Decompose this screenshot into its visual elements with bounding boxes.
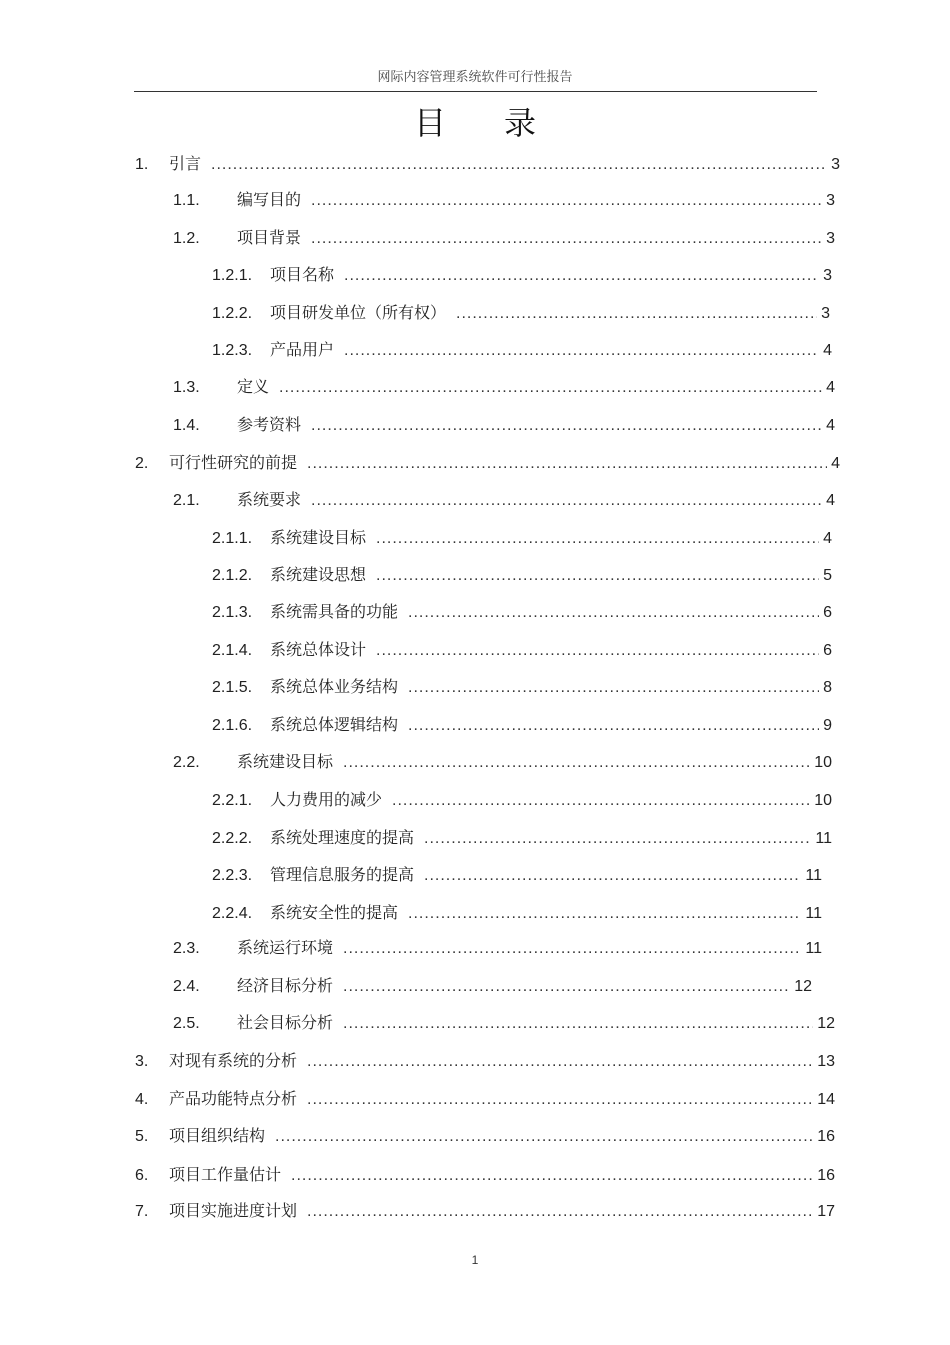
toc-entry-number: 2.4. bbox=[173, 978, 200, 995]
toc-entry[interactable] bbox=[212, 712, 832, 736]
toc-entry-label: 定义 bbox=[237, 377, 270, 396]
toc-entry[interactable] bbox=[135, 151, 840, 175]
toc-dot-leader bbox=[344, 267, 819, 285]
toc-entry-page: 16 bbox=[817, 1128, 835, 1145]
toc-entry-page: 3 bbox=[821, 305, 830, 322]
toc-entry-label: 项目背景 bbox=[237, 228, 302, 247]
toc-entry-label: 可行性研究的前提 bbox=[169, 453, 298, 472]
toc-entry[interactable] bbox=[173, 412, 835, 436]
toc-dot-leader bbox=[311, 192, 822, 210]
toc-dot-leader bbox=[456, 305, 817, 323]
toc-entry-page: 10 bbox=[814, 754, 832, 771]
toc-dot-leader bbox=[424, 867, 801, 885]
toc-entry-label: 系统总体设计 bbox=[270, 640, 367, 659]
toc-entry-number: 2.1.1. bbox=[212, 530, 253, 547]
toc-entry[interactable] bbox=[173, 1010, 835, 1034]
toc-entry-page: 4 bbox=[826, 379, 835, 396]
toc-dot-leader bbox=[307, 1203, 813, 1221]
toc-entry[interactable] bbox=[135, 1162, 835, 1186]
toc-entry[interactable] bbox=[135, 1086, 835, 1110]
toc-entry[interactable] bbox=[212, 862, 822, 886]
toc-entry-number: 2.1.3. bbox=[212, 604, 253, 621]
toc-entry-label: 系统要求 bbox=[237, 490, 302, 509]
toc-dot-leader bbox=[307, 1053, 813, 1071]
toc-entry[interactable] bbox=[212, 525, 832, 549]
toc-entry-label: 系统处理速度的提高 bbox=[270, 828, 415, 847]
toc-entry-number: 2.1.2. bbox=[212, 567, 253, 584]
toc-dot-leader bbox=[275, 1128, 813, 1146]
toc-entry-label: 系统总体逻辑结构 bbox=[270, 715, 399, 734]
toc-entry[interactable] bbox=[173, 935, 822, 959]
toc-entry[interactable] bbox=[173, 225, 835, 249]
toc-entry-page: 3 bbox=[826, 230, 835, 247]
toc-entry-label: 产品用户 bbox=[270, 340, 335, 359]
toc-dot-leader bbox=[344, 342, 819, 360]
toc-entry-number: 2.5. bbox=[173, 1015, 200, 1032]
toc-dot-leader bbox=[376, 530, 819, 548]
toc-entry-number: 6. bbox=[135, 1167, 149, 1184]
header-rule bbox=[134, 91, 817, 92]
toc-entry[interactable] bbox=[173, 187, 835, 211]
toc-entry-number: 2.2.4. bbox=[212, 905, 253, 922]
toc-entry[interactable] bbox=[173, 487, 835, 511]
toc-entry-number: 1.3. bbox=[173, 379, 200, 396]
toc-dot-leader bbox=[424, 830, 811, 848]
toc-entry-page: 9 bbox=[823, 717, 832, 734]
toc-entry[interactable] bbox=[212, 825, 832, 849]
toc-entry-page: 12 bbox=[794, 978, 812, 995]
toc-entry-page: 6 bbox=[823, 604, 832, 621]
toc-dot-leader bbox=[343, 754, 810, 772]
toc-entry-label: 社会目标分析 bbox=[237, 1013, 334, 1032]
toc-entry[interactable] bbox=[212, 674, 832, 698]
toc-entry-label: 参考资料 bbox=[237, 415, 302, 434]
toc-entry-label: 项目工作量估计 bbox=[169, 1165, 282, 1184]
toc-entry-number: 4. bbox=[135, 1091, 149, 1108]
toc-entry[interactable] bbox=[173, 749, 832, 773]
toc-dot-leader bbox=[291, 1167, 813, 1185]
toc-entry-label: 项目实施进度计划 bbox=[169, 1201, 298, 1220]
toc-entry-label: 项目研发单位（所有权） bbox=[270, 303, 447, 322]
toc-entry-number: 1.1. bbox=[173, 192, 200, 209]
toc-title-char-1: 目 bbox=[413, 104, 446, 142]
toc-entry-number: 7. bbox=[135, 1203, 149, 1220]
toc-entry-number: 2.2.3. bbox=[212, 867, 253, 884]
toc-entry-label: 系统建设思想 bbox=[270, 565, 367, 584]
toc-entry-page: 3 bbox=[826, 192, 835, 209]
toc-entry-number: 1.2.1. bbox=[212, 267, 253, 284]
toc-entry-page: 3 bbox=[823, 267, 832, 284]
toc-entry-number: 2.2.1. bbox=[212, 792, 253, 809]
toc-entry-page: 4 bbox=[823, 342, 832, 359]
toc-entry-number: 3. bbox=[135, 1053, 149, 1070]
toc-entry-number: 2.2. bbox=[173, 754, 200, 771]
toc-entry-number: 2.1.6. bbox=[212, 717, 253, 734]
toc-entry-label: 系统运行环境 bbox=[237, 938, 334, 957]
toc-entry-number: 1.2.2. bbox=[212, 305, 253, 322]
toc-dot-leader bbox=[343, 978, 790, 996]
toc-dot-leader bbox=[307, 455, 827, 473]
toc-entry-number: 1. bbox=[135, 156, 149, 173]
toc-entry-page: 8 bbox=[823, 679, 832, 696]
toc-entry-number: 1.4. bbox=[173, 417, 200, 434]
toc-entry[interactable] bbox=[212, 262, 832, 286]
toc-dot-leader bbox=[307, 1091, 813, 1109]
toc-entry[interactable] bbox=[135, 1123, 835, 1147]
toc-entry-number: 1.2. bbox=[173, 230, 200, 247]
toc-entry-page: 13 bbox=[817, 1053, 835, 1070]
toc-entry-label: 对现有系统的分析 bbox=[169, 1051, 298, 1070]
toc-entry[interactable] bbox=[212, 637, 832, 661]
toc-entry-page: 12 bbox=[817, 1015, 835, 1032]
toc-dot-leader bbox=[279, 379, 822, 397]
toc-entry-number: 2.2.2. bbox=[212, 830, 253, 847]
toc-entry-label: 系统安全性的提高 bbox=[270, 903, 399, 922]
toc-entry-page: 11 bbox=[805, 940, 822, 957]
running-header: 网际内容管理系统软件可行性报告 bbox=[377, 70, 573, 85]
toc-entry-label: 系统总体业务结构 bbox=[270, 677, 399, 696]
toc-entry-label: 经济目标分析 bbox=[237, 976, 334, 995]
toc-dot-leader bbox=[343, 940, 801, 958]
toc-entry-label: 系统建设目标 bbox=[270, 528, 367, 547]
toc-entry-number: 1.2.3. bbox=[212, 342, 253, 359]
toc-entry-label: 项目名称 bbox=[270, 265, 335, 284]
toc-entry-page: 5 bbox=[823, 567, 832, 584]
toc-entry[interactable] bbox=[212, 300, 830, 324]
toc-entry-number: 2.3. bbox=[173, 940, 200, 957]
toc-entry-label: 人力费用的减少 bbox=[270, 790, 383, 809]
toc-title bbox=[0, 98, 950, 144]
toc-entry-number: 2.1.5. bbox=[212, 679, 253, 696]
toc-entry-page: 16 bbox=[817, 1167, 835, 1184]
toc-entry-label: 引言 bbox=[169, 154, 202, 173]
toc-entry-page: 4 bbox=[823, 530, 832, 547]
toc-entry-page: 17 bbox=[817, 1203, 835, 1220]
toc-entry[interactable] bbox=[212, 599, 832, 623]
toc-entry-label: 系统建设目标 bbox=[237, 752, 334, 771]
toc-dot-leader bbox=[392, 792, 810, 810]
toc-entry-number: 2.1. bbox=[173, 492, 200, 509]
toc-entry[interactable] bbox=[212, 337, 832, 361]
toc-entry[interactable] bbox=[212, 562, 832, 586]
toc-entry[interactable] bbox=[135, 1048, 835, 1072]
toc-entry[interactable] bbox=[212, 787, 832, 811]
toc-entry-page: 4 bbox=[826, 492, 835, 509]
toc-entry-page: 11 bbox=[805, 867, 822, 884]
toc-dot-leader bbox=[408, 604, 819, 622]
toc-entry[interactable] bbox=[173, 973, 812, 997]
toc-entry-page: 4 bbox=[826, 417, 835, 434]
toc-entry-page: 10 bbox=[814, 792, 832, 809]
toc-entry[interactable] bbox=[135, 450, 840, 474]
toc-entry-page: 14 bbox=[817, 1091, 835, 1108]
toc-entry-page: 11 bbox=[805, 905, 822, 922]
toc-entry[interactable] bbox=[173, 374, 835, 398]
toc-dot-leader bbox=[311, 230, 822, 248]
toc-dot-leader bbox=[211, 156, 827, 174]
toc-dot-leader bbox=[343, 1015, 813, 1033]
toc-dot-leader bbox=[311, 417, 822, 435]
toc-entry[interactable] bbox=[212, 900, 822, 924]
toc-entry-page: 6 bbox=[823, 642, 832, 659]
page-number: 1 bbox=[471, 1253, 479, 1267]
toc-dot-leader bbox=[408, 679, 819, 697]
toc-dot-leader bbox=[408, 717, 819, 735]
toc-entry-number: 2. bbox=[135, 455, 149, 472]
toc-entry[interactable] bbox=[135, 1198, 835, 1222]
toc-dot-leader bbox=[311, 492, 822, 510]
toc-title-char-2: 录 bbox=[504, 104, 537, 142]
toc-entry-page: 3 bbox=[831, 156, 840, 173]
toc-entry-number: 5. bbox=[135, 1128, 149, 1145]
toc-dot-leader bbox=[376, 642, 819, 660]
toc-entry-label: 产品功能特点分析 bbox=[169, 1089, 298, 1108]
toc-entry-label: 管理信息服务的提高 bbox=[270, 865, 415, 884]
toc-dot-leader bbox=[376, 567, 819, 585]
toc-entry-label: 项目组织结构 bbox=[169, 1126, 266, 1145]
toc-entry-label: 编写目的 bbox=[237, 190, 302, 209]
toc-dot-leader bbox=[408, 905, 801, 923]
toc-entry-page: 4 bbox=[831, 455, 840, 472]
toc-entry-number: 2.1.4. bbox=[212, 642, 253, 659]
toc-entry-page: 11 bbox=[815, 830, 832, 847]
toc-entry-label: 系统需具备的功能 bbox=[270, 602, 399, 621]
